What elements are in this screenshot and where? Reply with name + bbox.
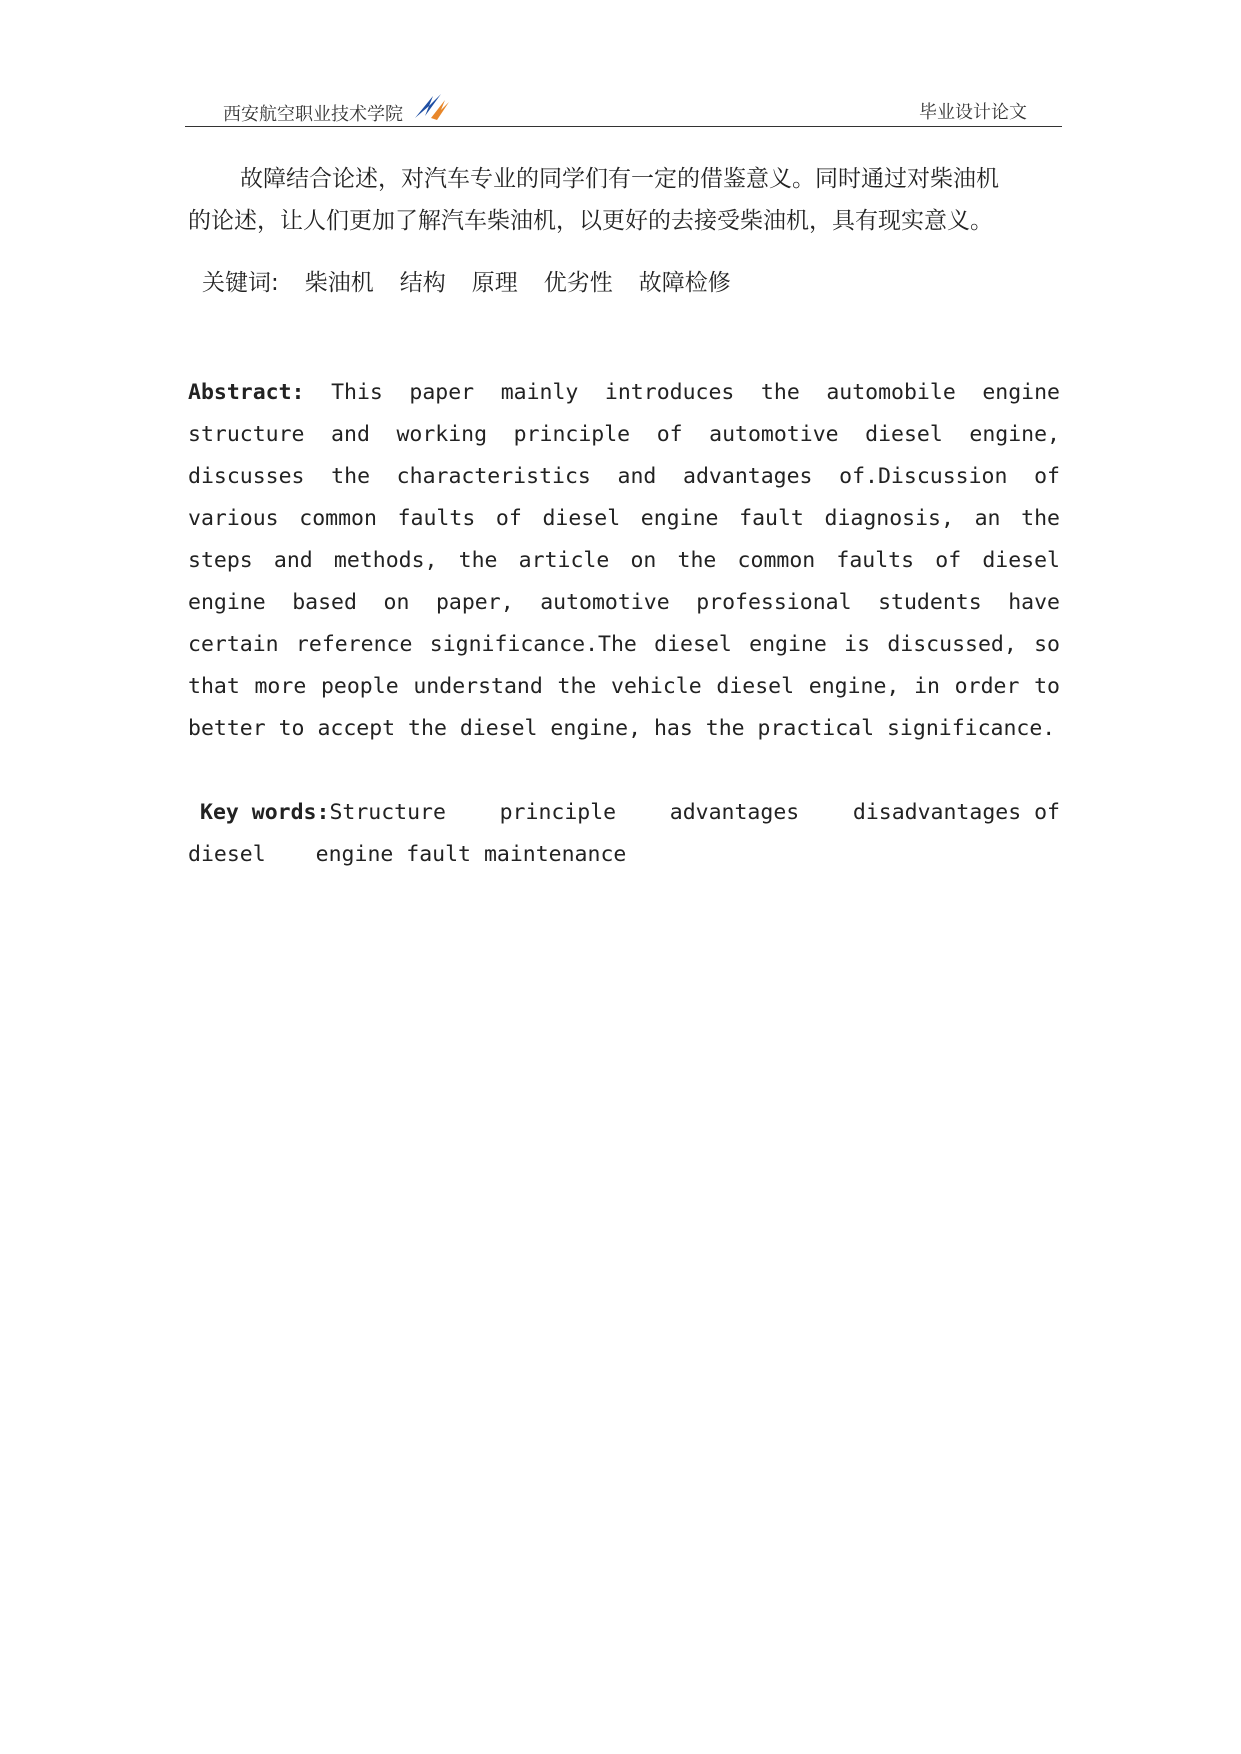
school-name: 西安航空职业技术学院 [223,104,403,125]
doc-type-label: 毕业设计论文 [919,102,1027,123]
english-keyword: disadvantages of [852,800,1060,825]
english-keywords-row-2 [188,834,1060,876]
chinese-keyword: 结构 [399,270,446,296]
english-abstract [188,372,1060,750]
abstract-body: This paper mainly introduces the automobile engine structure and working principle of automotive diesel engine, discusses the characteristics and advantages of.Discussion of various common faults of diesel engine fault diagnosis, an the steps and methods, the article on the common faults of diesel engine based on paper, automotive professional students have certain reference significance.The diesel engine is discussed, so that more people understand the vehicle diesel engine, in order to better to accept the diesel engine, has the practical significance. [188,380,1060,741]
chinese-keyword: 优劣性 [543,270,613,296]
chinese-keywords [202,264,757,297]
chinese-abstract-line-1: 故障结合论述，对汽车专业的同学们有一定的借鉴意义。同时通过对柴油机 [240,166,999,192]
english-keyword: Structure [329,800,446,825]
chinese-abstract-continuation [188,158,1060,242]
header-left [223,98,451,128]
header-divider [185,126,1062,127]
abstract-label: Abstract: [188,380,305,405]
english-keyword: advantages [669,800,800,825]
page-header [185,88,1062,128]
english-keywords-label: Key words: [200,800,330,825]
chinese-abstract-line-2: 的论述，让人们更加了解汽车柴油机，以更好的去接受柴油机，具有现实意义。 [188,208,993,234]
chinese-keyword: 故障检修 [638,270,731,296]
english-keyword: diesel [188,842,266,867]
english-keyword: engine fault maintenance [315,842,627,867]
chinese-keywords-label: 关键词: [202,270,279,296]
english-keyword: principle [499,800,617,825]
english-keywords [188,792,1060,876]
school-logo-icon [411,92,451,122]
english-keywords-row-1 [188,792,1060,834]
chinese-keyword: 柴油机 [304,270,374,296]
chinese-keyword: 原理 [471,270,518,296]
english-keywords-first [200,792,446,834]
